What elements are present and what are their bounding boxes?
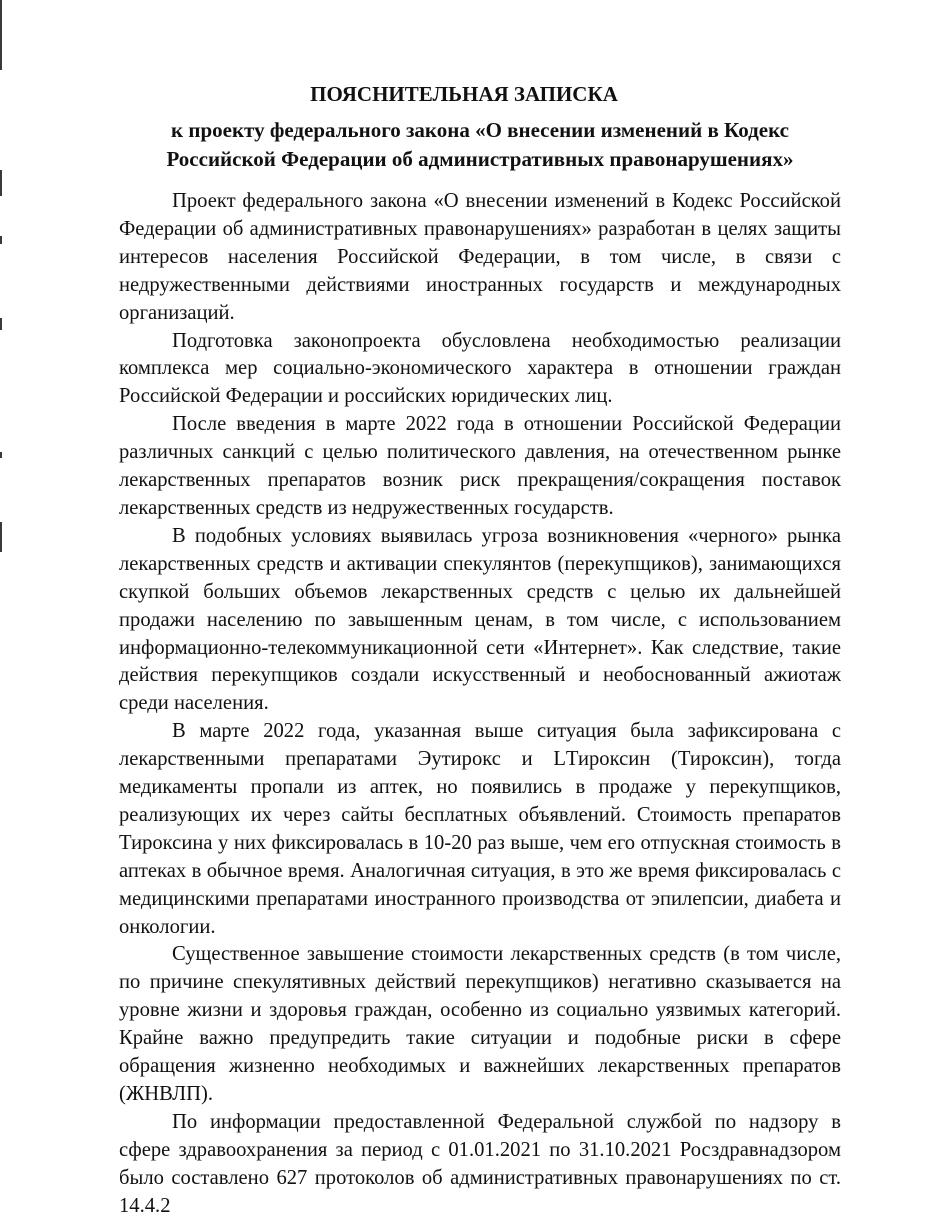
paragraph-1: Проект федерального закона «О внесении изменений в Кодекс Российской Федерации об административных правонарушениях» разработан в целях защиты интересов населения Российской Федерации, в том числе, в связи с недружественными действиями иностранных государств и международных организаций. [119,190,841,324]
paragraph-2: Подготовка законопроекта обусловлена необходимостью реализации комплекса мер социально-экономического характера в отношении граждан Российской Федерации и российских юридических лиц. [119,329,841,408]
subtitle-line-1: к проекту федерального закона «О внесении изменений в Кодекс [171,118,789,142]
document-body [119,188,841,1221]
paragraph-7: По информации предоставленной Федеральной службой по надзору в сфере здравоохранения за период с 01.01.2021 по 31.10.2021 Росздравнадзором было составлено 627 протоколов об административных правонарушениях по ст. 14.4.2 [119,1110,841,1217]
document-title: ПОЯСНИТЕЛЬНАЯ ЗАПИСКА [310,82,618,106]
document-subtitle [110,116,850,174]
subtitle-line-2: Российской Федерации об административных правонарушениях» [166,147,794,171]
paragraph-5: В марте 2022 года, указанная выше ситуация была зафиксирована с лекарственными препаратами Эутирокс и LТироксин (Тироксин), тогда медикаменты пропали из аптек, но появились в продаже у перекупщиков, реализующих их через сайты бесплатных объявлений. Стоимость препаратов Тироксина у них фиксировалась в 10-20 раз выше, чем его отпускная стоимость в аптеках в обычное время. Аналогичная ситуация, в это же время фиксировалась с медицинскими препаратами иностранного производства от эпилепсии, диабета и онкологии. [119,720,841,938]
scan-edge-marks [0,0,6,1200]
paragraph-4: В подобных условиях выявилась угроза возникновения «черного» рынка лекарственных средств и активации спекулянтов (перекупщиков), занимающихся скупкой больших объемов лекарственных средств с целью их дальнейшей продажи населению по завышенным ценам, в том числе, с использованием информационно-телекоммуникационной сети «Интернет». Как следствие, такие действия перекупщиков создали искусственный и необоснованный ажиотаж среди населения. [119,524,841,715]
paragraph-3: После введения в марте 2022 года в отношении Российской Федерации различных санкций с целью политического давления, на отечественном рынке лекарственных препаратов возник риск прекращения/сокращения поставок лекарственных средств из недружественных государств. [119,413,841,519]
paragraph-6: Существенное завышение стоимости лекарственных средств (в том числе, по причине спекулятивных действий перекупщиков) негативно сказывается на уровне жизни и здоровья граждан, особенно из социально уязвимых категорий. Крайне важно предупредить такие ситуации и подобные риски в сфере обращения жизненно необходимых и важнейших лекарственных препаратов (ЖНВЛП). [119,943,841,1105]
